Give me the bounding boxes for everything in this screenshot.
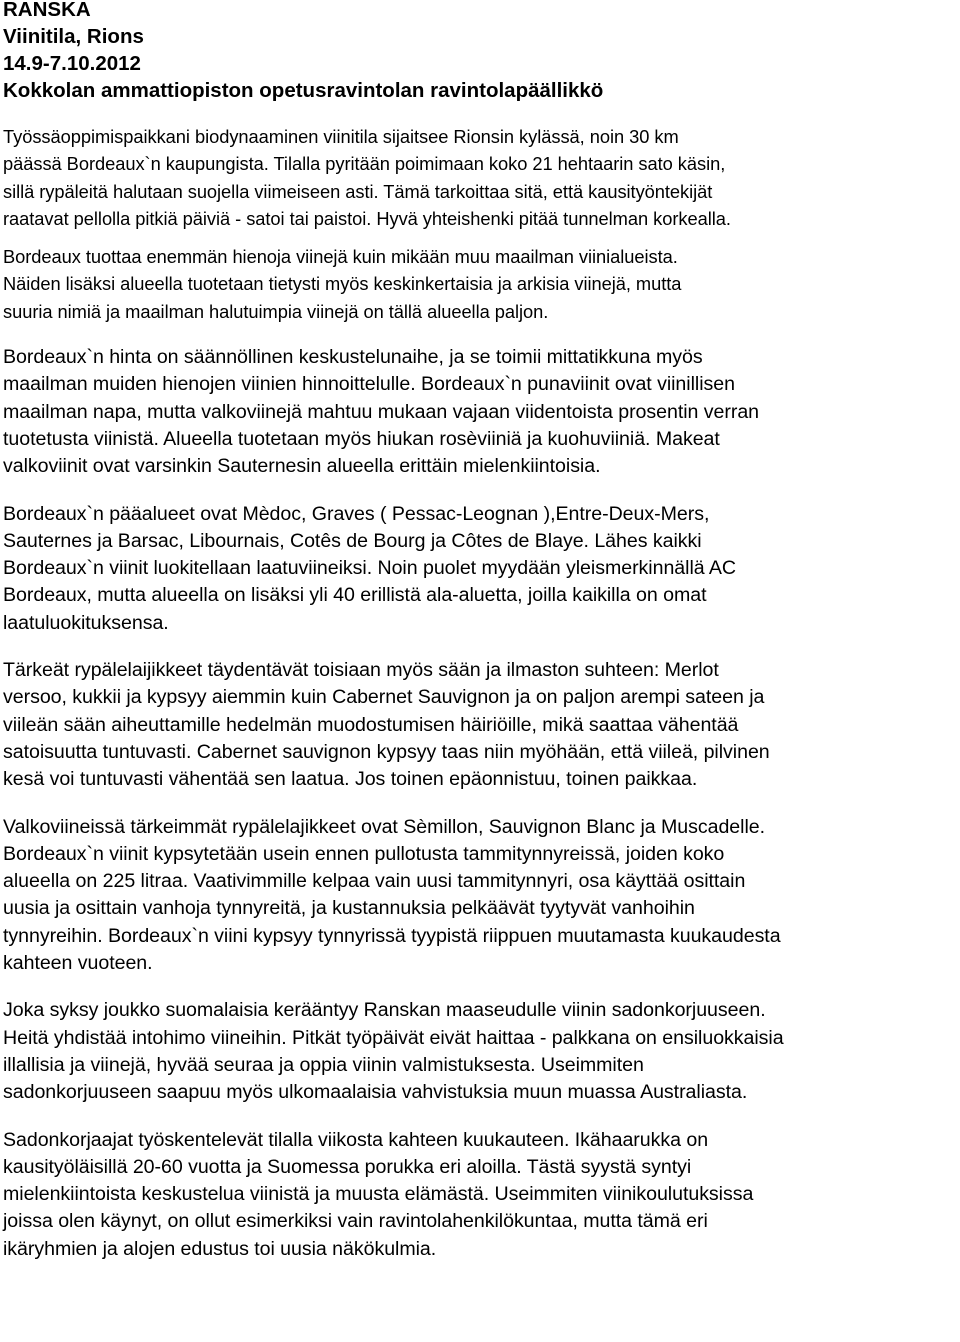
text-line: Bordeaux`n viinit kypsytetään usein ennen pullotusta tammitynnyreissä, joiden koko xyxy=(3,842,725,865)
paragraph-4 xyxy=(3,501,959,637)
text-line: versoo, kukkii ja kypsyy aiemmin kuin Cabernet Sauvignon ja on paljon arempi sateen ja xyxy=(3,686,765,709)
text-line: Joka syksy joukko suomalaisia kerääntyy Ranskan maaseudulle viinin sadonkorjuuseen. xyxy=(3,999,766,1022)
text-line: Bordeaux`n hinta on säännöllinen keskustelunaihe, ja se toimii mittatikkuna myös xyxy=(3,346,703,369)
text-line: Valkoviineissä tärkeimmät rypälelajikkeet ovat Sèmillon, Sauvignon Blanc ja Muscadelle. xyxy=(3,815,765,838)
text-line: raatavat pellolla pitkiä päiviä - satoi tai paistoi. Hyvä yhteishenki pitää tunnelman korkealla. xyxy=(3,207,731,229)
text-line: satoisuutta tuntuvasti. Cabernet sauvignon kypsyy taas niin myöhään, että viileä, pilvinen xyxy=(3,740,770,763)
paragraph-8 xyxy=(3,1127,959,1263)
text-line: maailman muiden hienojen viinien hinnoittelulle. Bordeaux`n punaviinit ovat viinillisen xyxy=(3,373,735,396)
place-heading: Viinitila, Rions xyxy=(3,25,144,48)
text-line: Bordeaux tuottaa enemmän hienoja viinejä kuin mikään muu maailman viinialueista. xyxy=(3,246,678,268)
text-line: Heitä yhdistää intohimo viineihin. Pitkät työpäivät eivät haittaa - palkkana on ensiluokkaisia xyxy=(3,1026,784,1049)
text-line: Sauternes ja Barsac, Libournais, Cotês de Bourg ja Côtes de Blaye. Lähes kaikki xyxy=(3,529,702,552)
text-line: kesä voi tuntuvasti vähentää sen laatua. Jos toinen epäonnistuu, toinen paikkaa. xyxy=(3,768,698,791)
text-line: tynnyreihin. Bordeaux`n viini kypsyy tynnyrissä tyypistä riippuen muutamasta kuukaudesta xyxy=(3,924,781,947)
text-line: Sadonkorjaajat työskentelevät tilalla viikosta kahteen kuukauteen. Ikähaarukka on xyxy=(3,1128,709,1151)
text-line: laatuluokituksensa. xyxy=(3,611,169,634)
paragraph-1 xyxy=(3,123,959,232)
paragraph-5 xyxy=(3,657,959,793)
text-line: ikäryhmien ja alojen edustus toi uusia näkökulmia. xyxy=(3,1237,437,1260)
text-line: päässä Bordeaux`n kaupungista. Tilalla pyritään poimimaan koko 21 hehtaarin sato käsin, xyxy=(3,153,726,175)
paragraph-3 xyxy=(3,344,959,480)
document-page xyxy=(3,0,959,1263)
paragraph-6 xyxy=(3,814,959,978)
text-line: valkoviinit ovat varsinkin Sauternesin alueella erittäin mielenkiintoisia. xyxy=(3,455,601,478)
document-header xyxy=(3,0,959,104)
text-line: illallisia ja viinejä, hyvää seuraa ja oppia viinin valmistuksesta. Useimmiten xyxy=(3,1053,644,1076)
text-line: Työssäoppimispaikkani biodynaaminen viinitila sijaitsee Rionsin kylässä, noin 30 km xyxy=(3,126,679,147)
text-line: sadonkorjuuseen saapuu myös ulkomaalaisia vahvistuksia muun muassa Australiasta. xyxy=(3,1081,748,1104)
author-heading: Kokkolan ammattiopiston opetusravintolan ravintolapäällikkö xyxy=(3,79,604,102)
text-line: uusia ja osittain vanhoja tynnyreitä, ja kustannuksia pelkäävät tyytyvät vanhoihin xyxy=(3,897,695,920)
text-line: mielenkiintoista keskustelua viinistä ja muusta elämästä. Useimmiten viinikoulutuksissa xyxy=(3,1183,754,1206)
text-line: suuria nimiä ja maailman halutuimpia viinejä on tällä alueella paljon. xyxy=(3,300,549,322)
text-line: Bordeaux`n viinit luokitellaan laatuviineiksi. Noin puolet myydään yleismerkinnällä AC xyxy=(3,557,737,580)
text-line: Tärkeät rypälelaijikkeet täydentävät toisiaan myös sään ja ilmaston suhteen: Merlot xyxy=(3,659,719,682)
text-line: Bordeaux, mutta alueella on lisäksi yli 40 erillistä ala-aluetta, joilla kaikilla on omat xyxy=(3,584,707,607)
text-line: sillä rypäleitä halutaan suojella viimeiseen asti. Tämä tarkoittaa sitä, että kausityöntekijät xyxy=(3,180,713,202)
text-line: kausityöläisillä 20-60 vuotta ja Suomessa porukka eri aloilla. Tästä syystä syntyi xyxy=(3,1155,692,1178)
paragraph-7 xyxy=(3,997,959,1106)
dates-heading: 14.9-7.10.2012 xyxy=(3,52,141,75)
paragraph-2 xyxy=(3,243,959,325)
country-heading: RANSKA xyxy=(3,0,91,21)
text-line: Näiden lisäksi alueella tuotetaan tietysti myös keskinkertaisia ja arkisia viinejä, mutta xyxy=(3,273,682,295)
text-line: alueella on 225 litraa. Vaativimmille kelpaa vain uusi tammitynnyri, osa käyttää osittain xyxy=(3,870,746,893)
text-line: maailman napa, mutta valkoviinejä mahtuu mukaan vajaan viidentoista prosentin verran xyxy=(3,400,760,423)
text-line: Bordeaux`n pääalueet ovat Mèdoc, Graves ( Pessac-Leognan ),Entre-Deux-Mers, xyxy=(3,502,710,525)
text-line: kahteen vuoteen. xyxy=(3,952,153,975)
text-line: viileän sään aiheuttamille hedelmän muodostumisen häiriöille, mikä saattaa vähentää xyxy=(3,713,739,736)
text-line: joissa olen käynyt, on ollut esimerkiksi vain ravintolahenkilökuntaa, mutta tämä eri xyxy=(3,1210,708,1233)
text-line: tuotetusta viinistä. Alueella tuotetaan myös hiukan rosèviiniä ja kuohuviiniä. Makeat xyxy=(3,427,720,450)
